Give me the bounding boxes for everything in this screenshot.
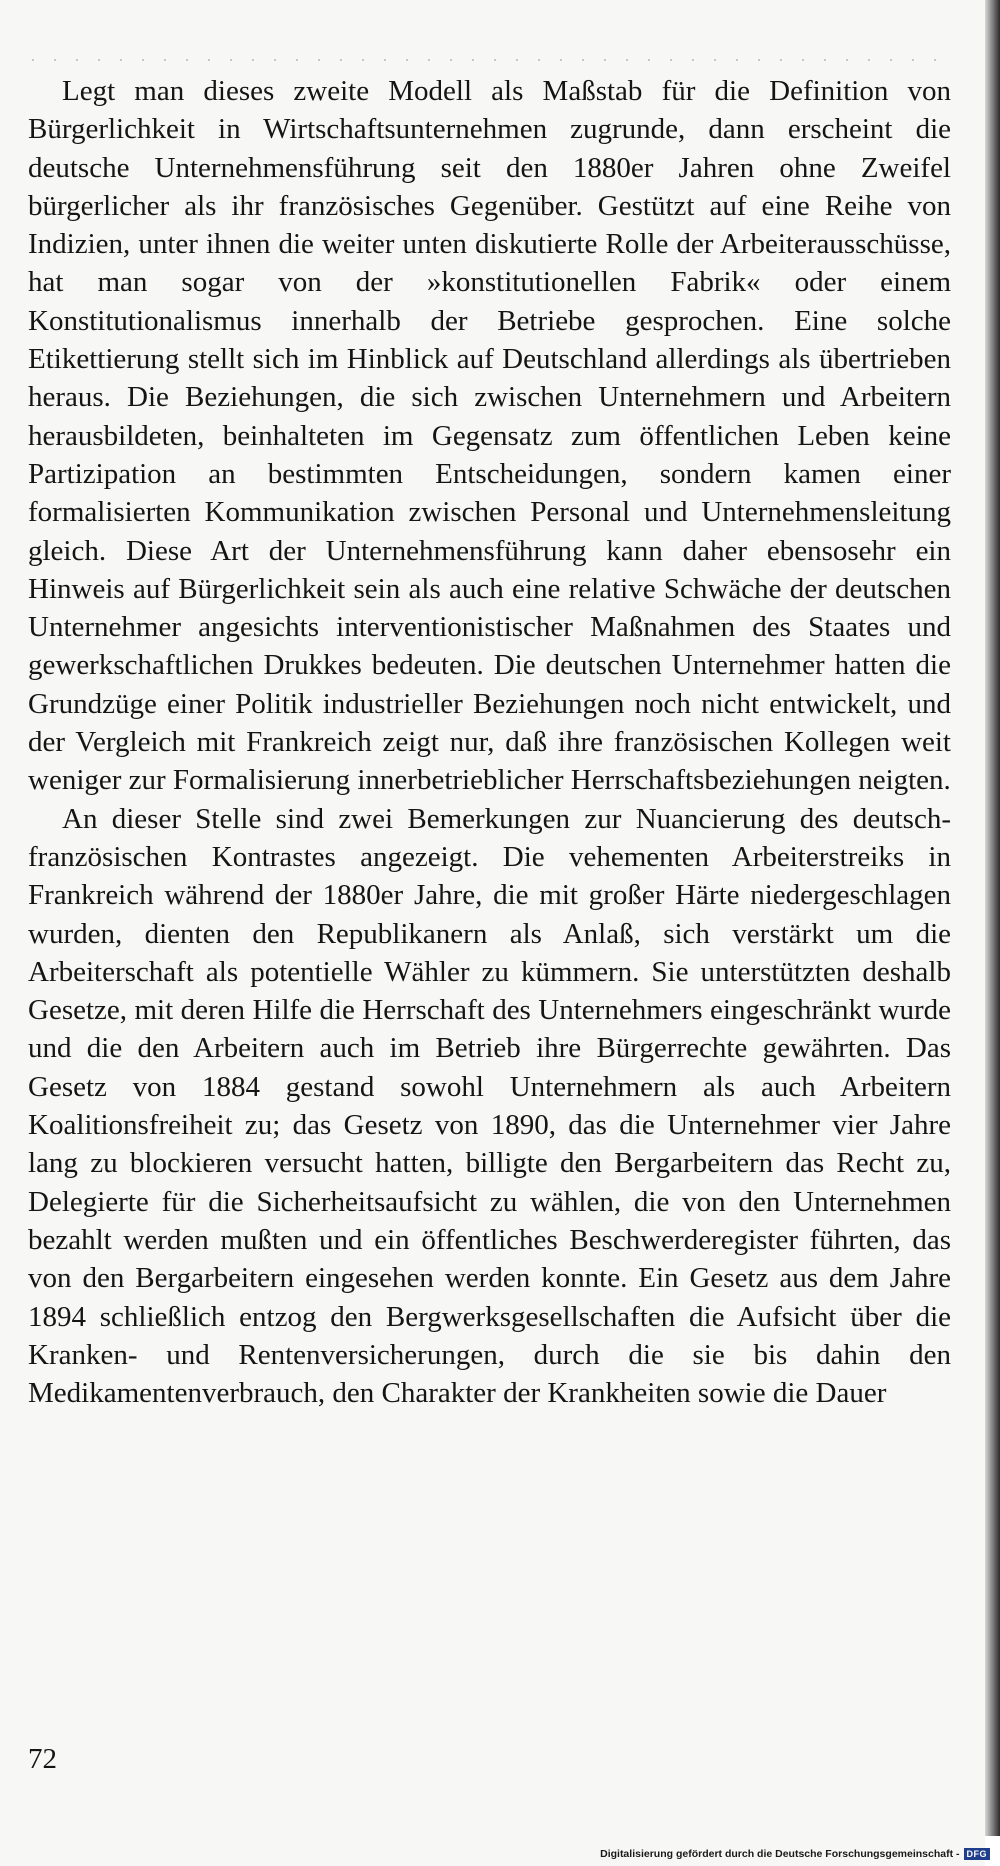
paragraph-1: Legt man dieses zweite Modell als Maßstab für die Definition von Bürgerlichkeit in Wirtschaftsunternehmen zugrunde, dann erscheint die deutsche Unternehmensführung seit den 1880er Jahren ohne Zweifel bürgerlicher als ihr französisches Gegenüber. Gestützt auf eine Reihe von Indizien, unter ihnen die weiter unten diskutierte Rolle der Arbeiterausschüsse, hat man sogar von der »konstitutionellen Fabrik« oder einem Konstitutionalismus innerhalb der Betriebe gesprochen. Eine solche Etikettierung stellt sich im Hinblick auf Deutschland allerdings als übertrieben heraus. Die Beziehungen, die sich zwischen Unternehmern und Arbeitern herausbildeten, beinhalteten im Gegensatz zum öffentlichen Leben keine Partizipation an bestimmten Entscheidungen, sondern kamen einer formalisierten Kommunikation zwischen Personal und Unternehmensleitung gleich. Diese Art der Unternehmensführung kann daher ebensosehr ein Hinweis auf Bürgerlichkeit sein als auch eine relative Schwäche der deutschen Unternehmer angesichts interventionistischer Maßnahmen des Staates und gewerkschaftlichen Drukkes bedeuten. Die deutschen Unternehmer hatten die Grundzüge einer Politik industrieller Beziehungen noch nicht entwickelt, und der Vergleich mit Frankreich zeigt nur, daß ihre französischen Kollegen weit weniger zur Formalisierung innerbetrieblicher Herrschaftsbeziehungen neigten.	[28, 75, 951, 797]
page-edge-shadow	[985, 0, 1000, 1836]
page-number: 72	[28, 1743, 57, 1775]
top-dotted-rule	[22, 59, 952, 61]
paragraph-2: An dieser Stelle sind zwei Bemerkungen zur Nuancierung des deutsch-französischen Kontrastes angezeigt. Die vehementen Arbeiterstreiks in Frankreich während der 1880er Jahre, die mit großer Härte niedergeschlagen wurden, dienten den Republikanern als Anlaß, sich verstärkt um die Arbeiterschaft als potentielle Wähler zu kümmern. Sie unterstützten deshalb Gesetze, mit deren Hilfe die Herrschaft des Unternehmers eingeschränkt wurde und die den Arbeitern auch im Betrieb ihre Bürgerrechte gewährten. Das Gesetz von 1884 gestand sowohl Unternehmern als auch Arbeitern Koalitionsfreiheit zu; das Gesetz von 1890, das die Unternehmer vier Jahre lang zu blockieren versucht hatten, billigte den Bergarbeitern das Recht zu, Delegierte für die Sicherheitsaufsicht zu wählen, die von den Unternehmen bezahlt werden mußten und ein öffentliches Beschwerderegister führten, das von den Bergarbeitern eingesehen werden konnte. Ein Gesetz aus dem Jahre 1894 schließlich entzog den Bergwerksgesellschaften die Aufsicht über die Kranken- und Rentenversicherungen, durch die sie bis dahin den Medikamentenverbrauch, den Charakter der Krankheiten sowie die Dauer	[28, 802, 951, 1410]
digitization-footer	[600, 1848, 990, 1860]
body-text	[28, 72, 951, 1412]
footer-text: Digitalisierung gefördert durch die Deutsche Forschungsgemeinschaft -	[600, 1848, 960, 1860]
dfg-logo: DFG	[964, 1848, 991, 1860]
